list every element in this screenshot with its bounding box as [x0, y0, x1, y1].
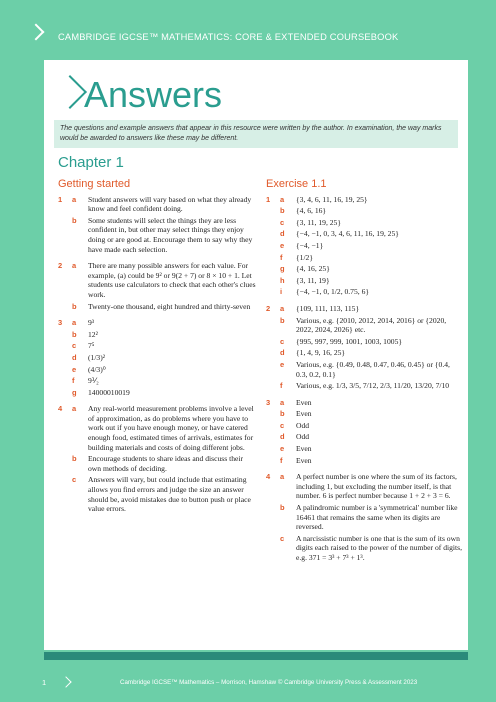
part-letter: d — [280, 229, 285, 239]
part-letter: f — [280, 381, 283, 391]
part-letter: d — [280, 432, 285, 442]
answer-text: 7⁵ — [88, 341, 95, 351]
answer-text: Even — [296, 444, 312, 454]
question-number — [266, 241, 280, 251]
question-number — [266, 421, 280, 431]
part-letter: e — [72, 364, 77, 374]
part-letter: b — [280, 409, 285, 419]
part-letter: c — [72, 475, 77, 485]
answer-item — [266, 304, 462, 314]
answer-item — [266, 421, 462, 431]
part-letter: g — [280, 264, 285, 274]
answer-text: {109, 111, 113, 115} — [296, 303, 360, 313]
answer-text: {1/2} — [296, 252, 313, 262]
question-number: 3 — [266, 397, 271, 407]
notice-box: The questions and example answers that appear in this resource were written by the author. In examination, the way marks would be awarded to answers like these may be different. — [54, 120, 458, 148]
answer-item — [266, 472, 462, 501]
part-letter: c — [280, 217, 285, 227]
part-letter: f — [280, 455, 283, 465]
answer-item — [58, 341, 256, 351]
part-letter: d — [72, 352, 77, 362]
header-title: CAMBRIDGE IGCSE™ MATHEMATICS: CORE & EXTENDED COURSEBOOK — [58, 32, 399, 42]
section-heading: Exercise 1.1 — [266, 178, 327, 190]
answer-text: Various, e.g. 1/3, 3/5, 7/12, 2/3, 11/20, 13/20, 7/10 — [296, 381, 450, 391]
answer-item — [58, 454, 256, 473]
question-number — [266, 218, 280, 228]
answer-item — [266, 503, 462, 532]
answer-text: {4, 6, 16} — [296, 206, 327, 216]
answer-text: {3, 11, 19, 25} — [296, 217, 341, 227]
answer-item — [58, 261, 256, 299]
answer-text: Twenty-one thousand, eight hundred and thirty-seven — [88, 301, 251, 311]
part-letter: c — [280, 420, 285, 430]
chevron-right-icon — [53, 75, 87, 109]
answer-item — [58, 302, 256, 312]
chevron-right-icon — [28, 24, 45, 41]
question-number — [266, 444, 280, 454]
question-number — [58, 454, 72, 473]
part-letter: c — [280, 533, 285, 543]
answer-text: Some students will select the things they are less confident in, but other may select things they enjoy doing or are good at. Encourage them to say why they have made each selection. — [88, 215, 253, 254]
answer-text: {3, 11, 19} — [296, 275, 330, 285]
answer-item — [266, 381, 462, 391]
answer-item — [266, 229, 462, 239]
answer-item — [266, 534, 462, 563]
part-letter: e — [280, 444, 285, 454]
answer-item — [266, 337, 462, 347]
left-column — [58, 180, 256, 516]
answer-text: 9³ — [88, 318, 95, 328]
answer-text: {3, 4, 6, 11, 16, 19, 25} — [296, 194, 368, 204]
answer-text: 12² — [88, 329, 98, 339]
page-content — [44, 60, 468, 650]
answer-item — [266, 360, 462, 379]
question-number: 1 — [266, 194, 271, 204]
answer-text: A perfect number is one where the sum of its factors, including 1, but excluding the number itself, is that number. 6 is perfect number because 1 + 2 + 3 = 6. — [296, 472, 457, 501]
question-number — [266, 381, 280, 391]
answer-text: There are many possible answers for each value. For example, (a) could be 9² or 9(2 + 7) or 8 × 10 + 1. Let students use calculators to check that each other's clues work. — [88, 261, 256, 299]
question-number: 2 — [58, 261, 63, 271]
part-letter: b — [72, 454, 77, 464]
answer-text: Odd — [296, 432, 310, 442]
part-letter: c — [280, 336, 285, 346]
answer-item — [58, 376, 256, 386]
answer-item — [266, 316, 462, 335]
part-letter: a — [280, 472, 285, 482]
answer-text: {−4, −1, 0, 1/2, 0.75, 6} — [296, 287, 370, 297]
question-number — [58, 353, 72, 363]
answer-item — [266, 218, 462, 228]
part-letter: a — [72, 318, 77, 328]
part-letter: b — [72, 215, 77, 225]
page-number: 1 — [42, 678, 47, 687]
answer-text: Student answers will vary based on what they already know and feel confident doing. — [88, 194, 252, 214]
part-letter: a — [280, 303, 285, 313]
part-letter: b — [280, 206, 285, 216]
part-letter: b — [280, 503, 285, 513]
answer-text: 9⅟₂ — [88, 376, 99, 386]
answer-item — [58, 388, 256, 398]
right-column — [266, 180, 462, 565]
question-number — [58, 302, 72, 312]
question-number — [58, 475, 72, 513]
part-letter: b — [280, 315, 285, 325]
question-number — [266, 264, 280, 274]
part-letter: a — [72, 261, 77, 271]
question-number — [266, 337, 280, 347]
part-letter: b — [72, 329, 77, 339]
answer-text: {4, 16, 25} — [296, 264, 330, 274]
question-number — [266, 534, 280, 563]
answer-text: {1, 4, 9, 16, 25} — [296, 348, 346, 358]
question-number — [266, 316, 280, 335]
footer-rule — [44, 652, 468, 660]
answer-text: Encourage students to share ideas and discuss their own methods of deciding. — [88, 454, 243, 473]
header-bar — [0, 0, 496, 60]
answer-text: Any real-world measurement problems involve a level of approximation, as do problems where you have to work out if you have enough money, or have catered enough food, estimated times of arrivals, estimates for building materials and costs of doing different jobs. — [88, 404, 254, 452]
answer-text: Odd — [296, 420, 310, 430]
answer-item — [266, 276, 462, 286]
part-letter: e — [280, 240, 285, 250]
answer-item — [266, 253, 462, 263]
question-number — [266, 229, 280, 239]
answer-item — [58, 475, 256, 513]
answer-text: Various, e.g. {2010, 2012, 2014, 2016} or {2020, 2022, 2024, 2026} etc. — [296, 315, 447, 335]
answer-item — [266, 206, 462, 216]
page-title: Answers — [84, 74, 223, 115]
question-number — [266, 503, 280, 532]
answer-text: 14000010019 — [88, 387, 130, 397]
question-number: 3 — [58, 318, 63, 328]
chevron-right-icon — [60, 676, 71, 687]
part-letter: a — [72, 194, 77, 204]
part-letter: f — [280, 252, 283, 262]
answer-item — [58, 216, 256, 254]
question-number — [266, 253, 280, 263]
part-letter: e — [280, 359, 285, 369]
answer-item — [58, 365, 256, 375]
question-number: 1 — [58, 194, 63, 204]
question-number — [266, 206, 280, 216]
section-heading: Getting started — [58, 178, 131, 190]
answer-item — [58, 318, 256, 328]
answer-text: Even — [296, 409, 312, 419]
answer-text: Various, e.g. {0.49, 0.48, 0.47, 0.46, 0.45} or {0.4, 0.3, 0.2, 0.1} — [296, 359, 450, 379]
answer-text: A narcissistic number is one that is the sum of its own digits each raised to the power of the number of digits, e.g. 371 = 3³ + 7³ + 1³. — [296, 533, 462, 562]
answer-text: Answers will vary, but could include that estimating allows you find errors and judge the size an answer should be, avoid mistakes due to button push or place value errors. — [88, 475, 251, 514]
question-number — [58, 330, 72, 340]
question-number — [266, 276, 280, 286]
question-number — [266, 287, 280, 297]
answer-item — [58, 195, 256, 214]
answer-item — [266, 264, 462, 274]
answer-text: Even — [296, 455, 312, 465]
answer-item — [266, 348, 462, 358]
question-number — [266, 360, 280, 379]
answer-text: (4/3)⁰ — [88, 364, 106, 374]
answer-text: {−4, −1} — [296, 240, 324, 250]
question-number — [266, 432, 280, 442]
answer-item — [58, 353, 256, 363]
question-number — [266, 456, 280, 466]
question-number: 2 — [266, 303, 271, 313]
answer-item — [266, 444, 462, 454]
answer-item — [266, 456, 462, 466]
question-number: 4 — [58, 404, 63, 414]
question-number — [58, 388, 72, 398]
chapter-heading: Chapter 1 — [58, 154, 124, 171]
question-number — [58, 216, 72, 254]
answer-text: {995, 997, 999, 1001, 1003, 1005} — [296, 336, 403, 346]
answer-item — [266, 432, 462, 442]
answer-item — [58, 330, 256, 340]
answer-text: A palindromic number is a 'symmetrical' number like 16461 that remains the same when its digits are reversed. — [296, 503, 458, 532]
part-letter: d — [280, 348, 285, 358]
footer — [0, 672, 496, 692]
question-number — [58, 341, 72, 351]
part-letter: i — [280, 287, 283, 297]
question-number — [58, 376, 72, 386]
answer-item — [266, 241, 462, 251]
question-number: 4 — [266, 472, 271, 482]
answer-text: {−4, −1, 0, 3, 4, 6, 11, 16, 19, 25} — [296, 229, 399, 239]
answer-item — [58, 404, 256, 452]
part-letter: h — [280, 275, 285, 285]
part-letter: a — [280, 194, 285, 204]
question-number — [266, 348, 280, 358]
answer-item — [266, 409, 462, 419]
answer-item — [266, 287, 462, 297]
answer-text: (1/3)² — [88, 352, 106, 362]
answer-text: Even — [296, 397, 312, 407]
part-letter: a — [280, 397, 285, 407]
part-letter: b — [72, 301, 77, 311]
part-letter: g — [72, 387, 77, 397]
answer-item — [266, 195, 462, 205]
part-letter: c — [72, 341, 77, 351]
part-letter: a — [72, 404, 77, 414]
footer-text: Cambridge IGCSE™ Mathematics – Morrison, Hamshaw © Cambridge University Press & Assessment 2023 — [120, 679, 418, 686]
part-letter: f — [72, 376, 75, 386]
answer-item — [266, 398, 462, 408]
question-number — [266, 409, 280, 419]
question-number — [58, 365, 72, 375]
